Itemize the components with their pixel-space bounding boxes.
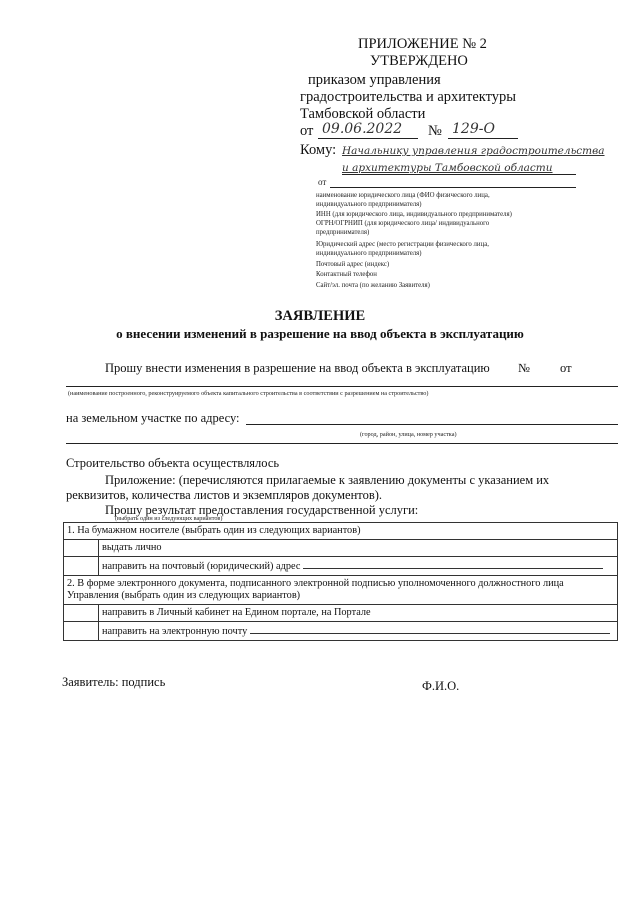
electronic-email-label: направить на электронную почту <box>102 626 248 637</box>
electronic-option-row <box>64 605 618 622</box>
paper-option-header: 1. На бумажном носителе (выбрать один из следующих вариантов) <box>64 523 618 540</box>
applicant-field-7: индивидуального предпринимателя) <box>316 250 422 257</box>
applicant-name-line <box>330 187 576 188</box>
electronic-email-cell <box>99 622 618 641</box>
paper-mail-label: направить на почтовый (юридический) адрес <box>102 561 301 572</box>
result-hint: (выбрать один из следующих вариантов) <box>115 515 223 522</box>
order-number-underline <box>448 138 518 139</box>
paper-mail-address-field[interactable] <box>303 559 603 569</box>
electronic-email-checkbox[interactable] <box>64 622 99 641</box>
paper-in-person-label: выдать лично <box>99 540 618 557</box>
order-date-label: от <box>300 123 314 139</box>
paper-mail-checkbox[interactable] <box>64 557 99 576</box>
order-date: 09.06.2022 <box>322 121 403 137</box>
order-number-label: № <box>428 123 442 139</box>
paper-mail-cell <box>99 557 618 576</box>
object-name-line <box>66 386 618 387</box>
paper-option-row <box>64 540 618 557</box>
applicant-signature-label: Заявитель: подпись <box>62 675 166 689</box>
recipient-underline <box>342 174 576 175</box>
recipient-label: Кому: <box>300 142 337 158</box>
land-address-line <box>246 424 618 425</box>
approved-label: УТВЕРЖДЕНО <box>370 53 468 69</box>
land-address-label: на земельном участке по адресу: <box>66 411 240 425</box>
paper-in-person-checkbox[interactable] <box>64 540 99 557</box>
applicant-from-label: от <box>318 177 327 187</box>
order-line-1: приказом управления <box>308 72 441 88</box>
electronic-option-header: 2. В форме электронного документа, подписанного электронной подписью уполномоченного должностного лица Управления (выбрать один из следующих вариантов) <box>64 576 618 605</box>
order-number: 129-О <box>452 121 495 137</box>
electronic-portal-label: направить в Личный кабинет на Едином портале, на Портале <box>99 605 618 622</box>
fio-label: Ф.И.О. <box>422 679 460 693</box>
request-number-label: № <box>518 361 530 375</box>
address-line-2 <box>66 443 618 444</box>
result-line: Прошу результат предоставления государственной услуги: <box>105 503 419 517</box>
document-title: ЗАЯВЛЕНИЕ <box>274 308 366 324</box>
object-name-hint: (наименование построенного, реконструируемого объекта капитального строительства в соответствии с разрешением на строительство) <box>68 390 429 397</box>
applicant-field-postal: Почтовый адрес (индекс) <box>316 261 390 268</box>
electronic-email-field[interactable] <box>250 624 610 634</box>
request-line: Прошу внести изменения в разрешение на ввод объекта в эксплуатацию <box>105 361 490 375</box>
paper-option-header-row <box>64 523 618 540</box>
applicant-field-2: индивидуального предпринимателя) <box>316 201 422 208</box>
appendix-line-2: реквизитов, количества листов и экземпляров документов). <box>66 488 383 502</box>
applicant-field-ogrn: ОГРН/ОГРНИП (для юридического лица/ индивидуального <box>316 220 490 227</box>
electronic-option-row <box>64 622 618 641</box>
appendix-number: ПРИЛОЖЕНИЕ № 2 <box>358 36 487 52</box>
construction-label: Строительство объекта осуществлялось <box>66 456 280 470</box>
applicant-field-legal-address: Юридический адрес (место регистрации физического лица, <box>316 241 489 248</box>
order-line-2: градостроительства и архитектуры <box>300 89 517 105</box>
address-hint: (город, район, улица, номер участка) <box>360 431 457 438</box>
order-line-3: Тамбовской области <box>300 106 426 122</box>
electronic-portal-checkbox[interactable] <box>64 605 99 622</box>
applicant-field-email: Сайт/эл. почта (по желанию Заявителя) <box>316 282 430 289</box>
order-date-underline <box>318 138 418 139</box>
recipient-line-1: Начальнику управления градостроительства <box>342 145 605 157</box>
electronic-option-header-row <box>64 576 618 605</box>
applicant-field-phone: Контактный телефон <box>316 271 377 278</box>
paper-option-row <box>64 557 618 576</box>
recipient-line-2: и архитектуры Тамбовской области <box>342 162 553 174</box>
request-from-label: от <box>560 361 572 375</box>
document-subtitle: о внесении изменений в разрешение на ввод объекта в эксплуатацию <box>116 326 524 341</box>
applicant-field-inn: ИНН (для юридического лица, индивидуального предпринимателя) <box>316 211 512 218</box>
delivery-options-table <box>63 522 618 641</box>
applicant-field-5: предпринимателя) <box>316 229 370 236</box>
appendix-line-1: Приложение: (перечисляются прилагаемые к заявлению документы с указанием их <box>105 473 550 487</box>
applicant-field-1: наименование юридического лица (ФИО физического лица, <box>316 192 490 199</box>
